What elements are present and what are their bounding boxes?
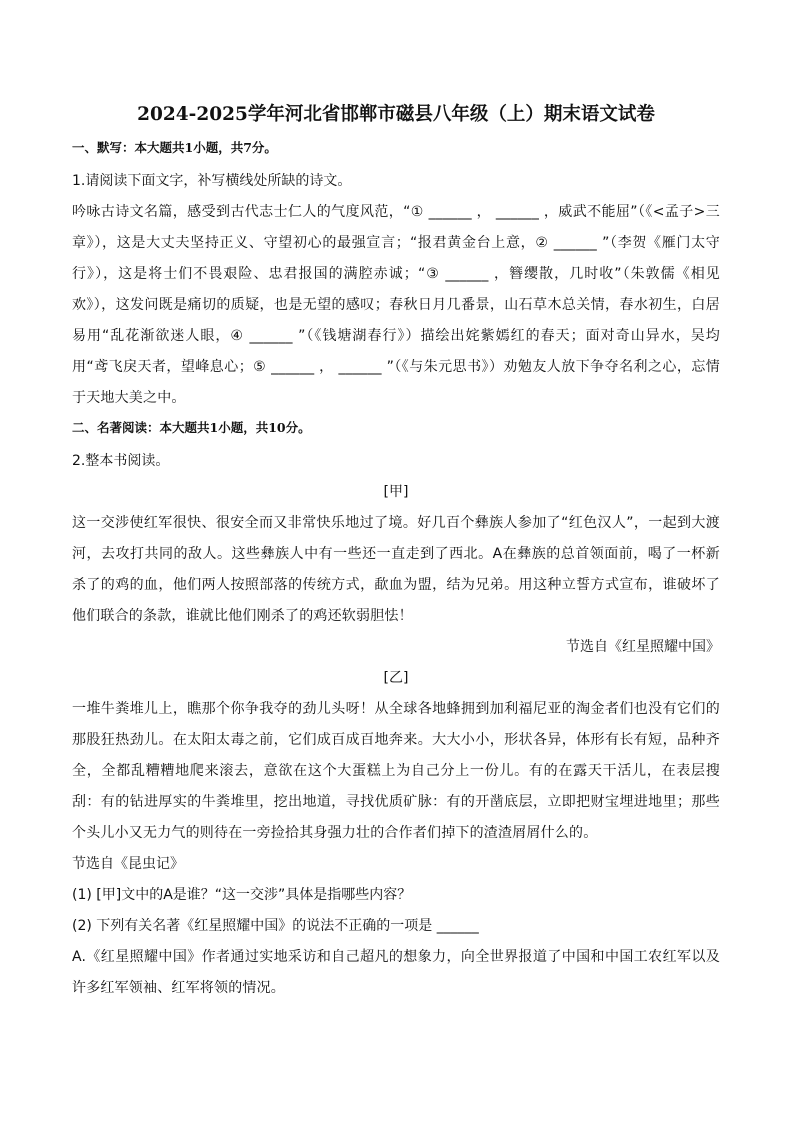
sub-question-2: (2) 下列有关名著《红星照耀中国》的说法不正确的一项是 ______ — [72, 918, 479, 934]
passage-b-text: 一堆牛粪堆儿上，瞧那个你争我夺的劲儿头呀！从全球各地蜂拥到加利福尼亚的淘金者们也没有它们的那股狂热劲儿。在太阳太毒之前，它们成百成百地奔来。大大小小，形状各异，体形有长有短，品种齐全，全都乱糟糟地爬来滚去，意欲在这个大蛋糕上为自己分上一份儿。有的在露天干活儿，在表层搜刮：有的钻进厚实的牛粪堆里，挖出地道，寻找优质矿脉：有的开凿底层，立即把财宝埋进地里；那些个头儿小又无力气的则待在一旁捡拾其身强力壮的合作者们掉下的渣渣屑屑什么的。 — [72, 701, 720, 841]
exam-page — [72, 100, 720, 1004]
section-2-heading: 二、名著阅读：本大题共1小题，共10分。 — [72, 420, 311, 435]
section-1-heading: 一、默写：本大题共1小题，共7分。 — [72, 140, 277, 155]
passage-b-label: [乙] — [383, 670, 409, 686]
passage-a-label: [甲] — [383, 484, 409, 500]
option-a: A.《红星照耀中国》作者通过实地采访和自己超凡的想象力，向全世界报道了中国和中国工农红军以及许多红军领袖、红军将领的情况。 — [72, 949, 720, 996]
passage-a-source: 节选自《红星照耀中国》 — [566, 639, 720, 655]
question-2: 2.整本书阅读。 — [72, 453, 170, 469]
question-1-paragraph: 吟咏古诗文名篇，感受到古代志士仁人的气度风范，“① ______ ， ______ ，威武不能屈”（《<孟子>三章》），这是大丈夫坚持正义、守望初心的最强宣言；“报君黄金台上意，② ______ ”（李贺《雁门太守行》），这是将士们不畏艰险、忠君报国的满腔赤诚；“③ ______ ，簪缨散，几时收”（朱敦儒《相见欢》），这发问既是痛切的质疑，也是无望的感叹；春秋日月几番景，山石草木总关情，春水初生，白居易用“乱花渐欲迷人眼，④ ______ ”（《钱塘湖春行》）描绘出姹紫嫣红的春天；面对奇山异水，吴均用“鸢飞戾天者，望峰息心；⑤ ______ ， ______ ”（《与朱元思书》）劝勉友人放下争夺名利之心，忘情于天地大美之中。 — [72, 204, 720, 406]
passage-b-source: 节选自《昆虫记》 — [72, 856, 184, 872]
sub-question-1: (1) [甲]文中的A是谁？“这一交涉”具体是指哪些内容？ — [72, 887, 412, 903]
question-1: 1.请阅读下面文字，补写横线处所缺的诗文。 — [72, 173, 352, 189]
exam-title: 2024-2025学年河北省邯郸市磁县八年级（上）期末语文试卷 — [137, 104, 655, 125]
passage-a-text: 这一交涉使红军很快、很安全而又非常快乐地过了境。好几百个彝族人参加了“红色汉人”，一起到大渡河，去攻打共同的敌人。这些彝族人中有一些还一直走到了西北。A在彝族的总首领面前，喝了一杯新杀了的鸡的血，他们两人按照部落的传统方式，歃血为盟，结为兄弟。用这种立誓方式宣布，谁破坏了他们联合的条款，谁就比他们刚杀了的鸡还软弱胆怯！ — [72, 515, 720, 624]
